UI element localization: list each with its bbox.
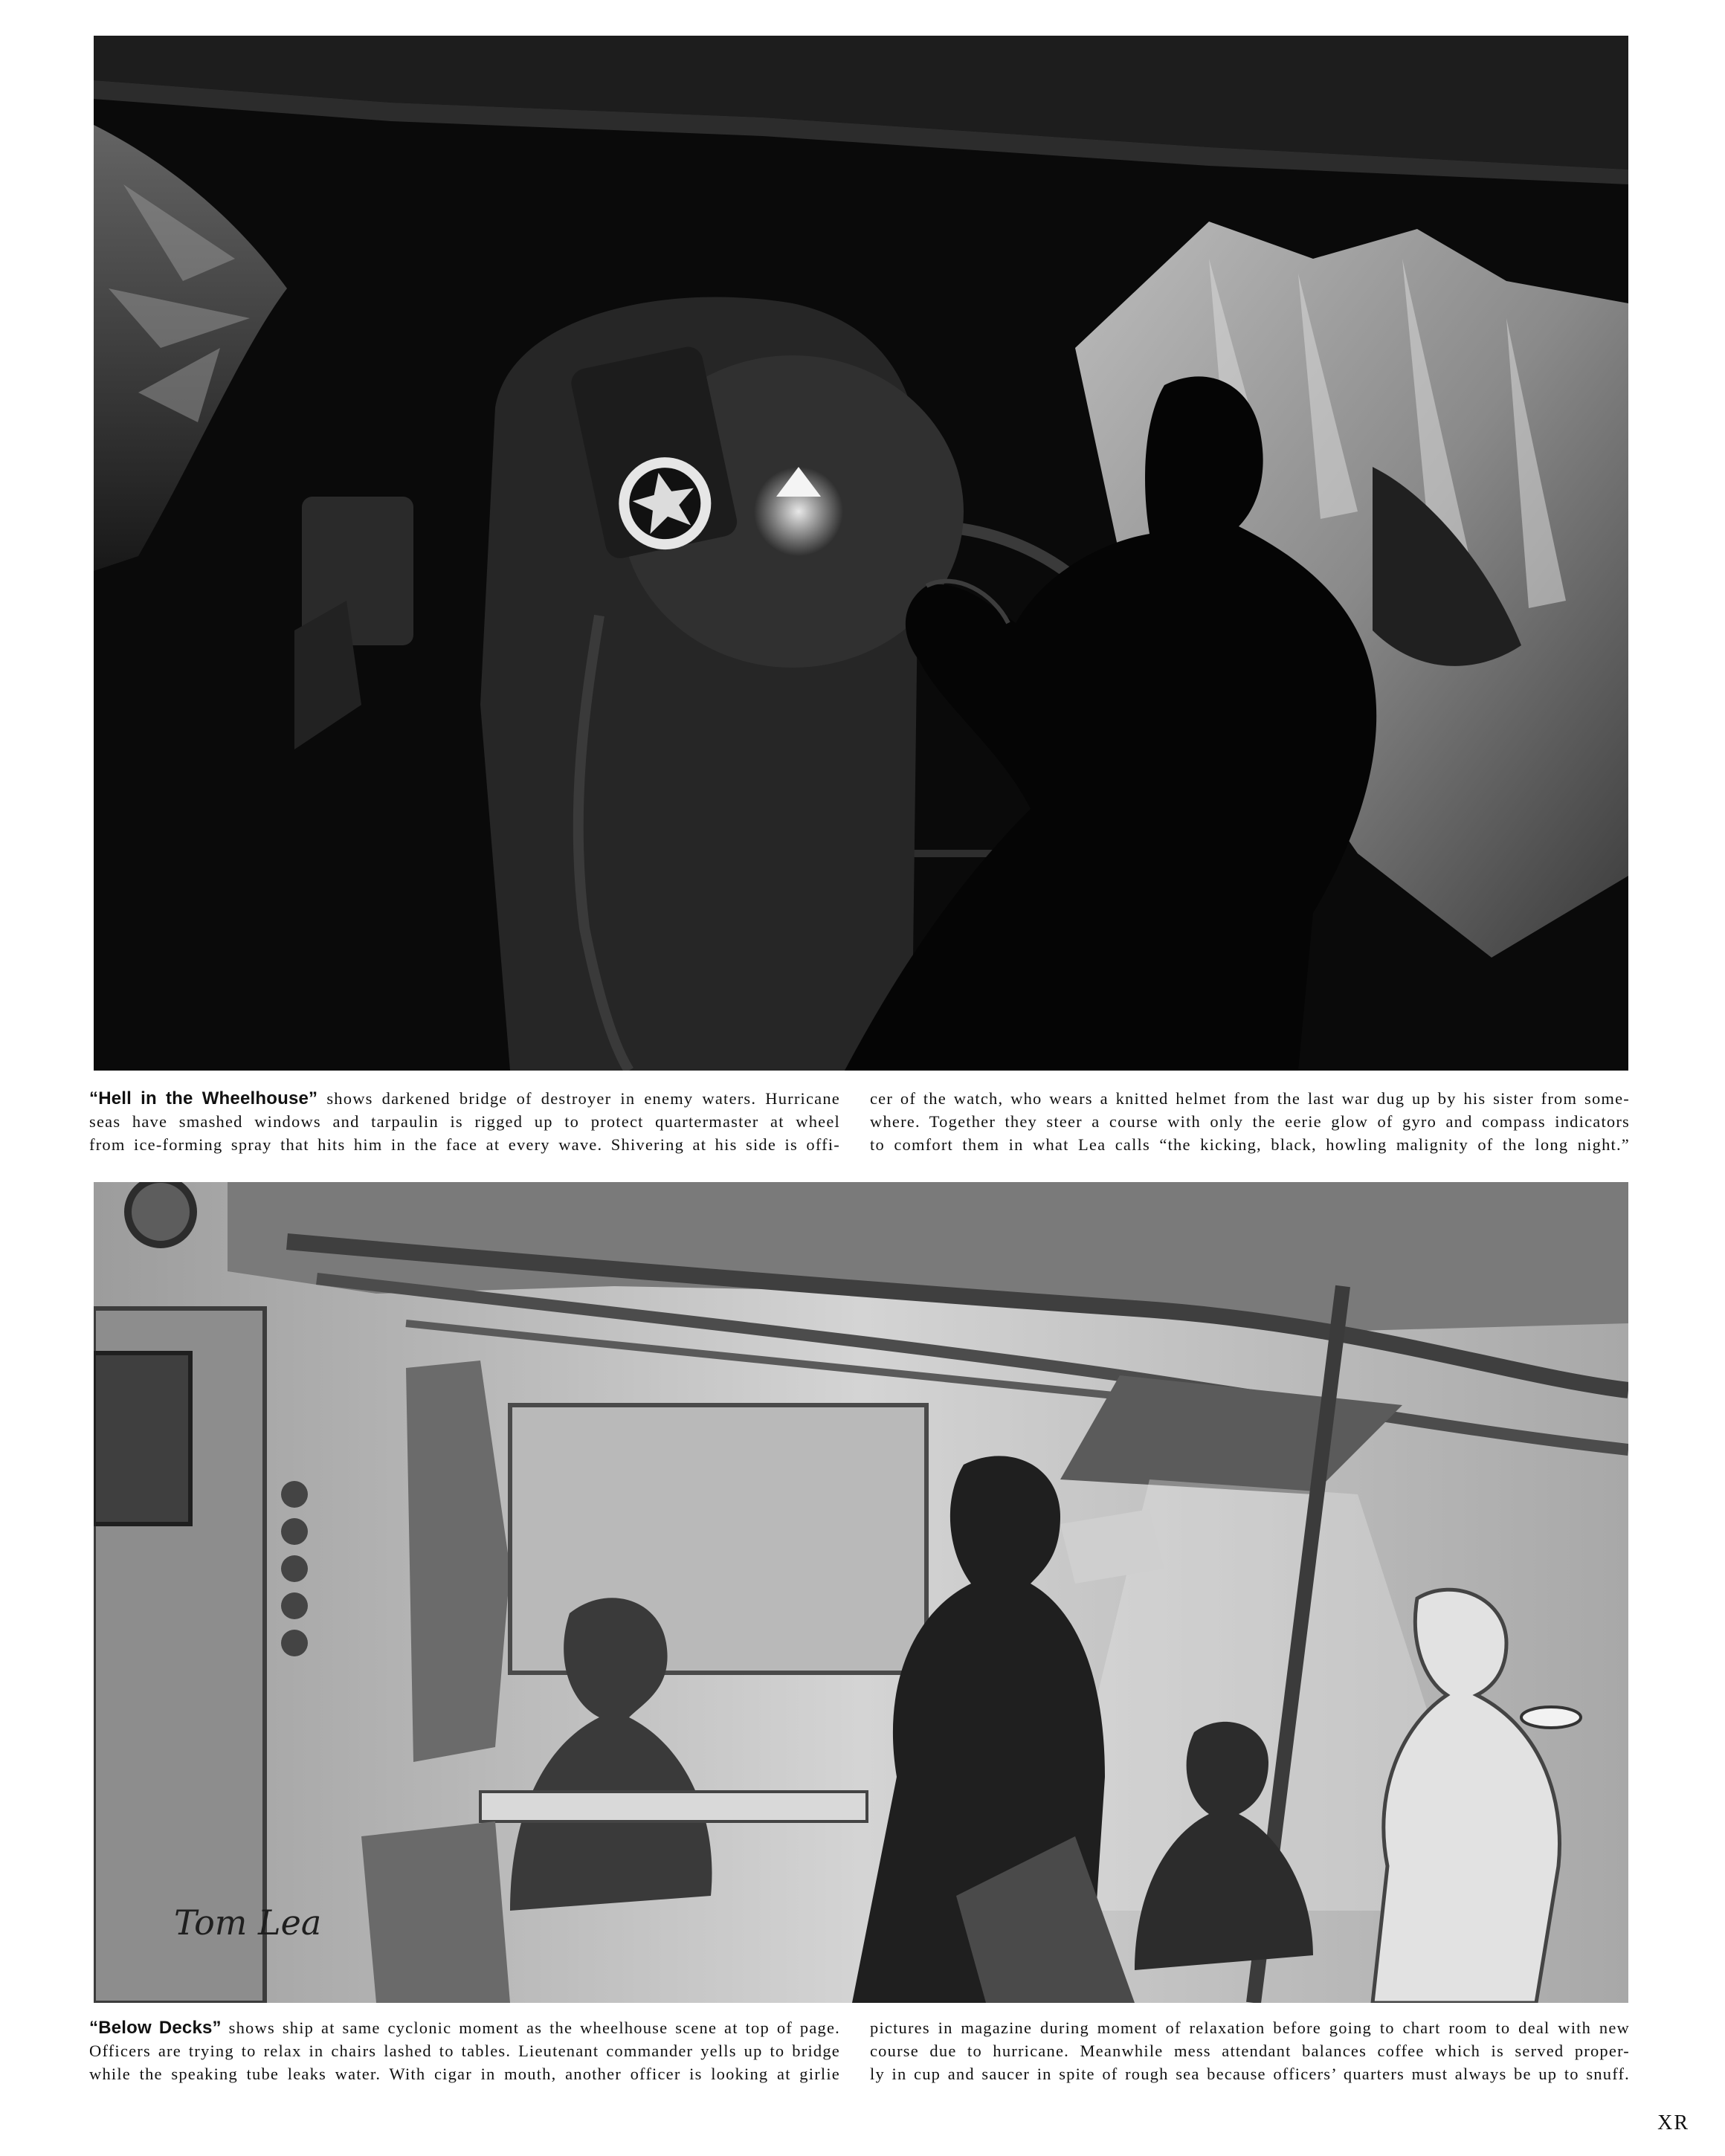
artist-signature: Tom Lea	[174, 1902, 322, 1943]
below-decks-illustration	[94, 1182, 1628, 2003]
caption-bottom-line-6: ly in cup and saucer in spite of rough sea because officers’ quarters must always be up to snuff.	[870, 2065, 1630, 2083]
page-mark: XR	[1657, 2111, 1689, 2134]
caption-bottom-line-4: pictures in magazine during moment of relaxation before going to chart room to deal with new	[870, 2018, 1630, 2037]
caption-top-line-2: seas have smashed windows and tarpaulin is rigged up to protect quartermaster at wheel	[89, 1112, 840, 1131]
caption-bottom-right	[870, 2016, 1630, 2085]
wheelhouse-scene	[94, 36, 1628, 1071]
caption-top-left	[89, 1087, 840, 1156]
wheelhouse-illustration	[94, 36, 1628, 1071]
below-decks-scene	[94, 1182, 1628, 2003]
caption-top-title: “Hell in the Wheelhouse”	[89, 1088, 318, 1108]
caption-top-line-4: cer of the watch, who wears a knitted helmet from the last war dug up by his sister from some-	[870, 1089, 1630, 1108]
caption-bottom-line-3: while the speaking tube leaks water. With cigar in mouth, another officer is looking at girlie	[89, 2065, 840, 2083]
caption-top-line-1: shows darkened bridge of destroyer in enemy waters. Hurricane	[317, 1089, 840, 1108]
caption-top-line-3: from ice-forming spray that hits him in the face at every wave. Shivering at his side is offi-	[89, 1135, 840, 1154]
caption-bottom-line-1: shows ship at same cyclonic moment as the wheelhouse scene at top of page.	[221, 2018, 840, 2037]
caption-top-line-5: where. Together they steer a course with only the eerie glow of gyro and compass indicators	[870, 1112, 1630, 1131]
caption-top-right	[870, 1087, 1630, 1156]
caption-bottom-line-5: course due to hurricane. Meanwhile mess attendant balances coffee which is served proper-	[870, 2042, 1630, 2060]
caption-bottom-left	[89, 2016, 840, 2085]
caption-bottom-line-2: Officers are trying to relax in chairs lashed to tables. Lieutenant commander yells up to bridge	[89, 2042, 840, 2060]
caption-top-line-6: to comfort them in what Lea calls “the kicking, black, howling malignity of the long night.”	[870, 1135, 1630, 1154]
caption-bottom-title: “Below Decks”	[89, 2018, 222, 2038]
